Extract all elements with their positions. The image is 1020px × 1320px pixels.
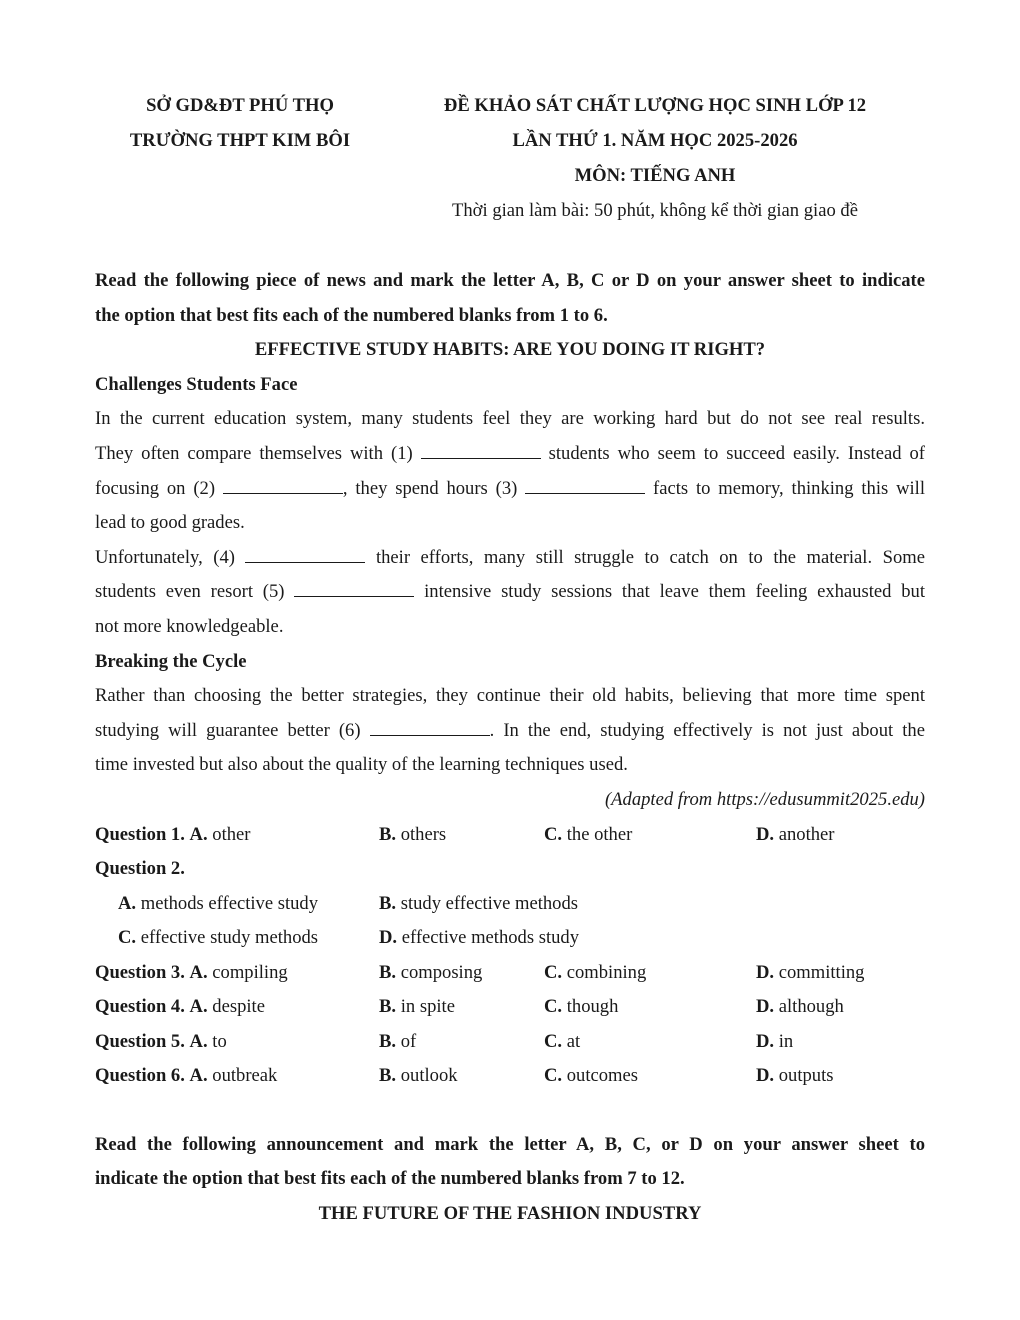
option-letter: B. — [379, 1065, 397, 1086]
passage-line — [95, 714, 925, 749]
question-3 — [95, 956, 925, 991]
passage-line: lead to good grades. — [95, 512, 245, 534]
passage-text: facts to memory, thinking this will — [653, 477, 926, 499]
question-label: Question 3. — [95, 961, 185, 983]
option-b[interactable]: of — [400, 1030, 417, 1052]
department-name: SỞ GD&ĐT PHÚ THỌ — [146, 95, 334, 116]
exam-page — [95, 88, 925, 1231]
blank-3 — [525, 479, 645, 494]
exam-title-block — [415, 88, 895, 228]
option-letter: A. — [189, 823, 208, 845]
passage-line — [95, 541, 925, 576]
option-d[interactable]: although — [778, 996, 844, 1017]
passage-line — [95, 472, 925, 507]
question-label: Question 5. — [95, 1030, 185, 1052]
question-2-options-row1 — [95, 887, 925, 922]
exam-header — [95, 88, 925, 230]
option-letter: D. — [756, 996, 775, 1017]
option-letter: A. — [189, 961, 208, 983]
question-1 — [95, 818, 925, 853]
option-letter: D. — [756, 823, 775, 845]
option-letter: D. — [756, 961, 775, 983]
option-d[interactable]: committing — [778, 961, 865, 983]
passage-text: , they spend hours (3) — [342, 477, 518, 499]
option-a[interactable]: despite — [212, 996, 265, 1017]
option-letter: B. — [379, 996, 397, 1017]
school-info — [95, 88, 385, 158]
option-letter: B. — [379, 1030, 397, 1052]
option-b[interactable]: outlook — [400, 1065, 458, 1086]
option-a[interactable]: other — [212, 823, 251, 845]
passage-line: not more knowledgeable. — [95, 615, 284, 637]
option-b[interactable]: study effective methods — [400, 892, 579, 914]
option-letter: D. — [379, 927, 398, 948]
question-label: Question 2. — [95, 858, 185, 879]
blank-2 — [223, 479, 343, 494]
section1-instruction-line2: the option that best fits each of the numbered blanks from 1 to 6. — [95, 304, 608, 326]
option-a[interactable]: to — [212, 1030, 227, 1052]
passage-line: Rather than choosing the better strategies, they continue their old habits, believing that more time spent — [95, 685, 925, 707]
option-d[interactable]: effective methods study — [401, 927, 580, 948]
option-a[interactable]: compiling — [212, 961, 288, 983]
passage-text: They often compare themselves with (1) — [95, 442, 413, 464]
option-d[interactable]: outputs — [778, 1065, 834, 1086]
option-a[interactable]: methods effective study — [140, 892, 319, 914]
option-letter: A. — [189, 1065, 208, 1086]
option-c[interactable]: the other — [566, 823, 633, 845]
passage-text: studying will guarantee better (6) — [95, 719, 361, 741]
passage-line — [95, 575, 925, 610]
option-letter: B. — [379, 961, 397, 983]
question-label: Question 4. — [95, 996, 185, 1017]
option-b[interactable]: others — [400, 823, 447, 845]
option-letter: B. — [379, 892, 397, 914]
question-6 — [95, 1059, 925, 1094]
exam-round: LẦN THỨ 1. NĂM HỌC 2025-2026 — [512, 130, 798, 151]
question-5 — [95, 1025, 925, 1060]
option-letter: C. — [544, 961, 563, 983]
passage-text: students who seem to succeed easily. Instead of — [548, 442, 925, 464]
section1-heading-cycle: Breaking the Cycle — [95, 650, 247, 672]
option-c[interactable]: outcomes — [566, 1065, 638, 1086]
exam-time-note: Thời gian làm bài: 50 phút, không kể thời gian giao đề — [452, 200, 858, 221]
option-letter: B. — [379, 823, 397, 845]
option-letter: A. — [189, 996, 208, 1017]
blank-5 — [294, 582, 414, 597]
option-letter: C. — [544, 996, 563, 1017]
section1-instruction-line1: Read the following piece of news and mark the letter A, B, C or D on your answer sheet to indicate — [95, 270, 925, 291]
option-letter: C. — [544, 1065, 563, 1086]
passage-text: . In the end, studying effectively is not just about the — [489, 719, 925, 741]
question-label: Question 1. — [95, 823, 185, 845]
blank-6 — [370, 721, 490, 736]
option-letter: C. — [118, 927, 137, 948]
option-c[interactable]: effective study methods — [140, 927, 319, 948]
section1-title: EFFECTIVE STUDY HABITS: ARE YOU DOING IT RIGHT? — [254, 339, 766, 361]
section1-heading-challenges: Challenges Students Face — [95, 373, 298, 395]
passage-text: focusing on (2) — [95, 477, 216, 499]
passage-text: intensive study sessions that leave them feeling exhausted but — [424, 581, 925, 603]
option-a[interactable]: outbreak — [212, 1065, 278, 1086]
passage-text: Unfortunately, (4) — [95, 546, 235, 568]
section2-instruction-line2: indicate the option that best fits each of the numbered blanks from 7 to 12. — [95, 1168, 685, 1190]
passage-text: students even resort (5) — [95, 581, 285, 603]
option-d[interactable]: in — [778, 1030, 794, 1052]
question-label: Question 6. — [95, 1065, 185, 1086]
option-c[interactable]: combining — [566, 961, 647, 983]
passage-line: time invested but also about the quality of the learning techniques used. — [95, 754, 628, 776]
option-letter: A. — [189, 1030, 208, 1052]
question-4 — [95, 990, 925, 1025]
question-2-options-row2 — [95, 921, 925, 956]
question-2 — [95, 852, 925, 887]
option-b[interactable]: composing — [400, 961, 483, 983]
passage-line — [95, 437, 925, 472]
option-b[interactable]: in spite — [400, 996, 455, 1017]
option-letter: A. — [118, 892, 137, 914]
exam-subject: MÔN: TIẾNG ANH — [574, 165, 736, 186]
exam-title: ĐỀ KHẢO SÁT CHẤT LƯỢNG HỌC SINH LỚP 12 — [443, 95, 867, 116]
option-letter: D. — [756, 1065, 775, 1086]
blank-4 — [245, 548, 365, 563]
option-letter: D. — [756, 1030, 775, 1052]
section2-title: THE FUTURE OF THE FASHION INDUSTRY — [318, 1202, 702, 1224]
passage-source: (Adapted from https://edusummit2025.edu) — [604, 788, 925, 810]
option-letter: C. — [544, 1030, 563, 1052]
option-letter: C. — [544, 823, 563, 845]
passage-text: their efforts, many still struggle to catch on to the material. Some — [375, 546, 925, 568]
blank-1 — [421, 444, 541, 459]
passage-line: In the current education system, many students feel they are working hard but do not see real results. — [95, 408, 925, 430]
option-c[interactable]: though — [566, 996, 619, 1017]
school-name: TRƯỜNG THPT KIM BÔI — [129, 130, 351, 151]
section2-instruction-line1: Read the following announcement and mark the letter A, B, C, or D on your answer sheet to — [95, 1133, 925, 1155]
option-c[interactable]: at — [566, 1030, 581, 1052]
option-d[interactable]: another — [778, 823, 835, 845]
